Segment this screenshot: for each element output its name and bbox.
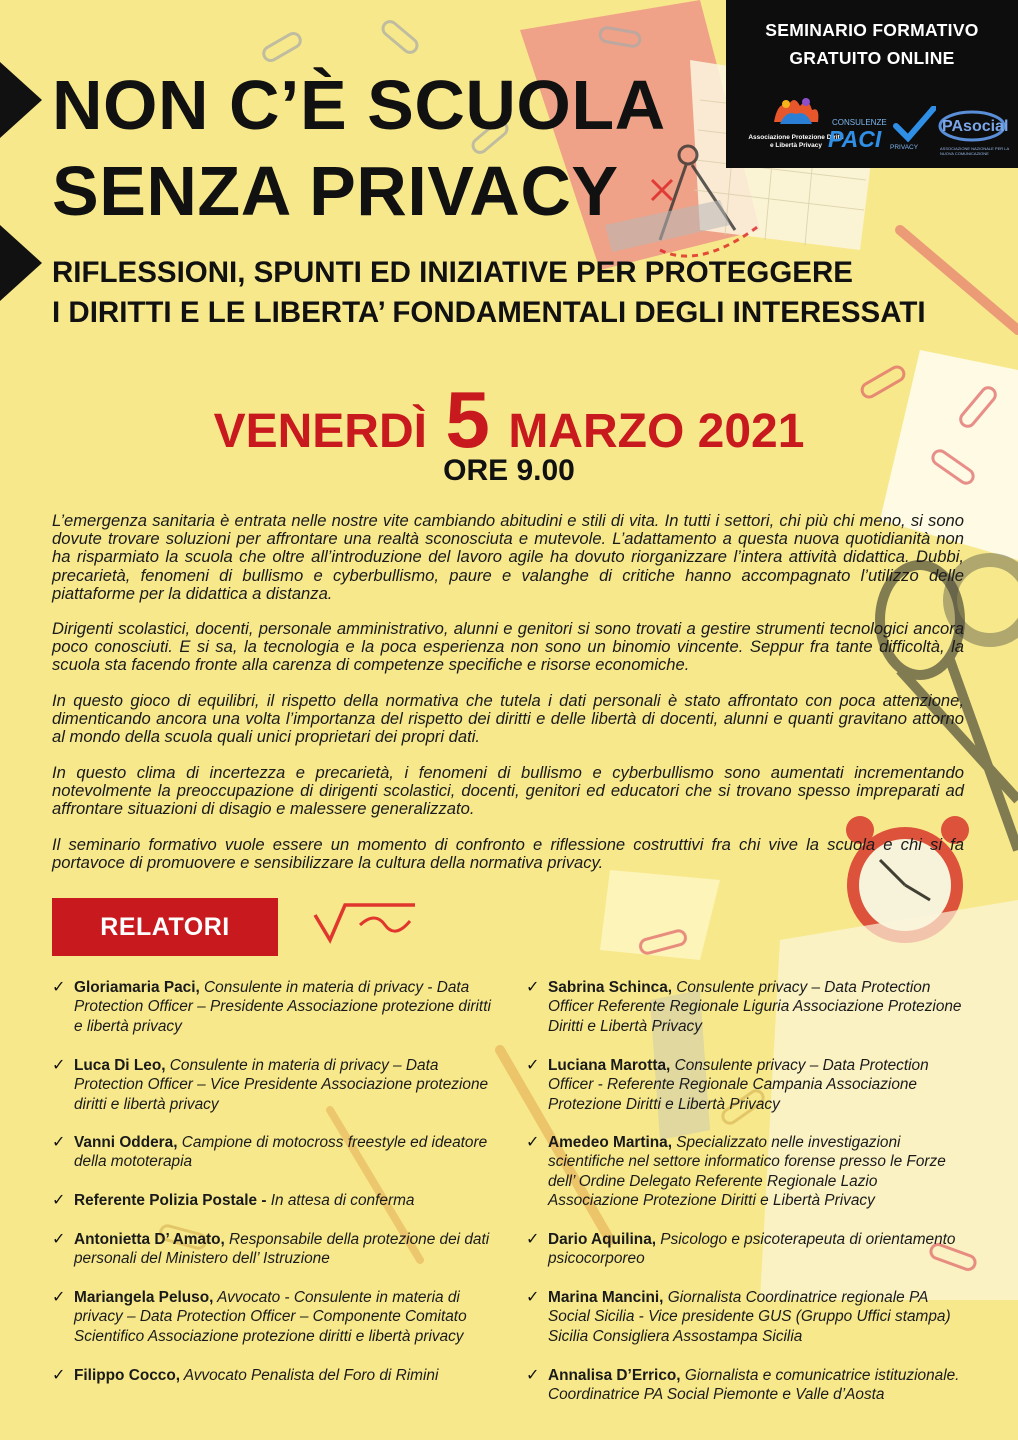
speaker-role: Avvocato - Consulente in materia di privacy – Data Protection Officer – Componente Comitato Scientifico Associazione protezione diritti e libertà privacy <box>74 1289 467 1345</box>
subtitle-arrow-icon <box>0 225 42 301</box>
event-month-year: MARZO 2021 <box>508 405 805 458</box>
speaker-role: Specializzato nelle investigazioni scientifiche nel settore informatico forense presso le Forze dell’ Ordine Delegato Referente Regionale Lazio Associazione Protezione Diritti e Libertà Privacy <box>548 1134 946 1210</box>
speaker-item <box>52 1366 492 1385</box>
event-time: ORE 9.00 <box>443 454 575 487</box>
page-title-line1: NON C’È SCUOLA <box>52 66 666 144</box>
paci-logo-sub: PRIVACY <box>890 144 919 151</box>
association-logo-text: Associazione Protezione Diritti e Libertà Privacy <box>748 134 844 149</box>
association-hands-logo-icon <box>766 92 826 132</box>
check-icon: ✓ <box>526 1231 540 1248</box>
paci-logo-top: CONSULENZE <box>832 118 887 127</box>
page-title-line2: SENZA PRIVACY <box>52 152 619 230</box>
badge-line2: GRATUITO ONLINE <box>789 48 955 68</box>
speaker-name: Luciana Marotta, <box>548 1057 671 1074</box>
pasocial-logo-sub: ASSOCIAZIONE NAZIONALE PER LA NUOVA COMUNICAZIONE <box>940 146 1009 156</box>
speaker-role: Responsabile della protezione dei dati personali del Ministero dell’ Istruzione <box>74 1231 490 1268</box>
speaker-role: Campione di motocross freestyle ed ideatore della mototerapia <box>74 1134 488 1171</box>
check-icon: ✓ <box>52 1192 66 1209</box>
subtitle-line1: RIFLESSIONI, SPUNTI ED INIZIATIVE PER PROTEGGERE <box>52 256 853 289</box>
speaker-name: Dario Aquilina, <box>548 1231 657 1248</box>
event-date <box>0 374 1018 464</box>
event-date-number: 5 <box>445 375 490 464</box>
badge-line1: SEMINARIO FORMATIVO <box>765 20 979 40</box>
speaker-name: Referente Polizia Postale - <box>74 1192 267 1209</box>
speaker-role: Avvocato Penalista del Foro di Rimini <box>180 1367 439 1384</box>
speaker-role: Consulente privacy – Data Protection Officer Referente Regionale Liguria Associazione Protezione Diritti e Libertà Privacy <box>548 979 962 1035</box>
paci-logo-main: PACI <box>828 126 882 152</box>
speaker-item <box>526 978 966 1036</box>
check-icon: ✓ <box>52 1231 66 1248</box>
speaker-name: Mariangela Peluso, <box>74 1289 214 1306</box>
speaker-item <box>526 1133 966 1211</box>
speaker-role: Consulente in materia di privacy - Data Protection Officer – Presidente Associazione protezione diritti e libertà privacy <box>74 979 491 1035</box>
speaker-name: Sabrina Schinca, <box>548 979 673 996</box>
speaker-name: Gloriamaria Paci, <box>74 979 200 996</box>
relatori-label: RELATORI <box>52 898 278 956</box>
speaker-item <box>52 1056 492 1114</box>
checkmark-logo-icon <box>892 106 936 142</box>
check-icon: ✓ <box>526 1057 540 1074</box>
speaker-item <box>52 1288 492 1346</box>
check-icon: ✓ <box>52 979 66 996</box>
speaker-item <box>526 1056 966 1114</box>
check-icon: ✓ <box>52 1289 66 1306</box>
body-paragraph: In questo clima di incertezza e precarietà, i fenomeni di bullismo e cyberbullismo sono aumentati incrementando notevolmente la preoccupazione di dirigenti scolastici, docenti, genitori ed educatori che si trovano spesso impreparati ad affrontare situazioni di disagio e malessere generalizzato. <box>52 763 964 819</box>
check-icon: ✓ <box>526 979 540 996</box>
pasocial-logo-main: PAsocial <box>942 118 1009 135</box>
speaker-name: Vanni Oddera, <box>74 1134 178 1151</box>
check-icon: ✓ <box>526 1367 540 1384</box>
check-icon: ✓ <box>526 1134 540 1151</box>
seminar-badge <box>726 0 1018 168</box>
body-paragraph: Dirigenti scolastici, docenti, personale amministrativo, alunni e genitori si sono trovati a gestire strumenti tecnologici ancora poco conosciuti. E si sa, la tecnologia e la poca esperienza non sono un binomio vincente. Seppur fra tante difficoltà, la scuola sta facendo fronte alla carenza di competenze specifiche e risorse economiche. <box>52 619 964 675</box>
speaker-role: Giornalista Coordinatrice regionale PA Social Sicilia - Vice presidente GUS (Gruppo Uffici stampa) Sicilia Consigliera Assostampa Sicilia <box>548 1289 951 1345</box>
body-paragraph: L’emergenza sanitaria è entrata nelle nostre vite cambiando abitudini e stili di vita. In tutti i settori, chi più chi meno, si sono dovute trovare soluzioni per affrontare una realtà sconosciuta e mutevole. L’adattamento a questa nuova quotidianità non ha risparmiato la scuola che oltre all’introduzione del lavoro agile ha dovuto riorganizzare l’intera attività didattica. Dubbi, precarietà, fenomeni di bullismo e cyberbullismo, paure e valanghe di critiche hanno accompagnato l’utilizzo delle piattaforme per la didattica a distanza. <box>52 511 964 603</box>
speaker-item <box>526 1366 966 1405</box>
subtitle-line2: I DIRITTI E LE LIBERTA’ FONDAMENTALI DEGLI INTERESSATI <box>52 296 926 329</box>
speaker-name: Antonietta D’ Amato, <box>74 1231 225 1248</box>
title-arrow-icon <box>0 62 42 138</box>
speaker-name: Amedeo Martina, <box>548 1134 673 1151</box>
speaker-item <box>52 1133 492 1172</box>
event-day: VENERDÌ <box>213 405 427 458</box>
speaker-role: In attesa di conferma <box>266 1192 415 1209</box>
speaker-name: Filippo Cocco, <box>74 1367 181 1384</box>
speaker-name: Luca Di Leo, <box>74 1057 166 1074</box>
speaker-item <box>526 1230 966 1269</box>
speaker-item <box>526 1288 966 1346</box>
speaker-name: Annalisa D’Errico, <box>548 1367 681 1384</box>
body-paragraph: Il seminario formativo vuole essere un momento di confronto e riflessione costruttivi fra chi vive la scuola e chi si fa portavoce di promuovere e sensibilizzare la cultura della normativa privacy. <box>52 835 964 873</box>
check-icon: ✓ <box>526 1289 540 1306</box>
check-icon: ✓ <box>52 1134 66 1151</box>
speaker-name: Marina Mancini, <box>548 1289 664 1306</box>
speaker-item <box>52 1230 492 1269</box>
speaker-role: Giornalista e comunicatrice istituzionale. Coordinatrice PA Social Piemonte e Valle d’Aosta <box>548 1367 960 1404</box>
speaker-item <box>52 978 492 1036</box>
body-paragraph: In questo gioco di equilibri, il rispetto della normativa che tutela i dati personali è stato affrontato con poca attenzione, dimenticando ancora una volta l’importanza del rispetto dei diritti e delle libertà di docenti, alunni e quanti gravitano attorno al mondo della scuola quali unici proprietari dei propri dati. <box>52 691 964 747</box>
speaker-role: Psicologo e psicoterapeuta di orientamento psicocorporeo <box>548 1231 956 1268</box>
check-icon: ✓ <box>52 1367 66 1384</box>
speaker-role: Consulente in materia di privacy – Data Protection Officer – Vice Presidente Associazione protezione diritti e libertà privacy <box>74 1057 489 1113</box>
speaker-item <box>52 1191 492 1210</box>
check-icon: ✓ <box>52 1057 66 1074</box>
speaker-role: Consulente privacy – Data Protection Officer - Referente Regionale Campania Associazione Protezione Diritti e Libertà Privacy <box>548 1057 929 1113</box>
